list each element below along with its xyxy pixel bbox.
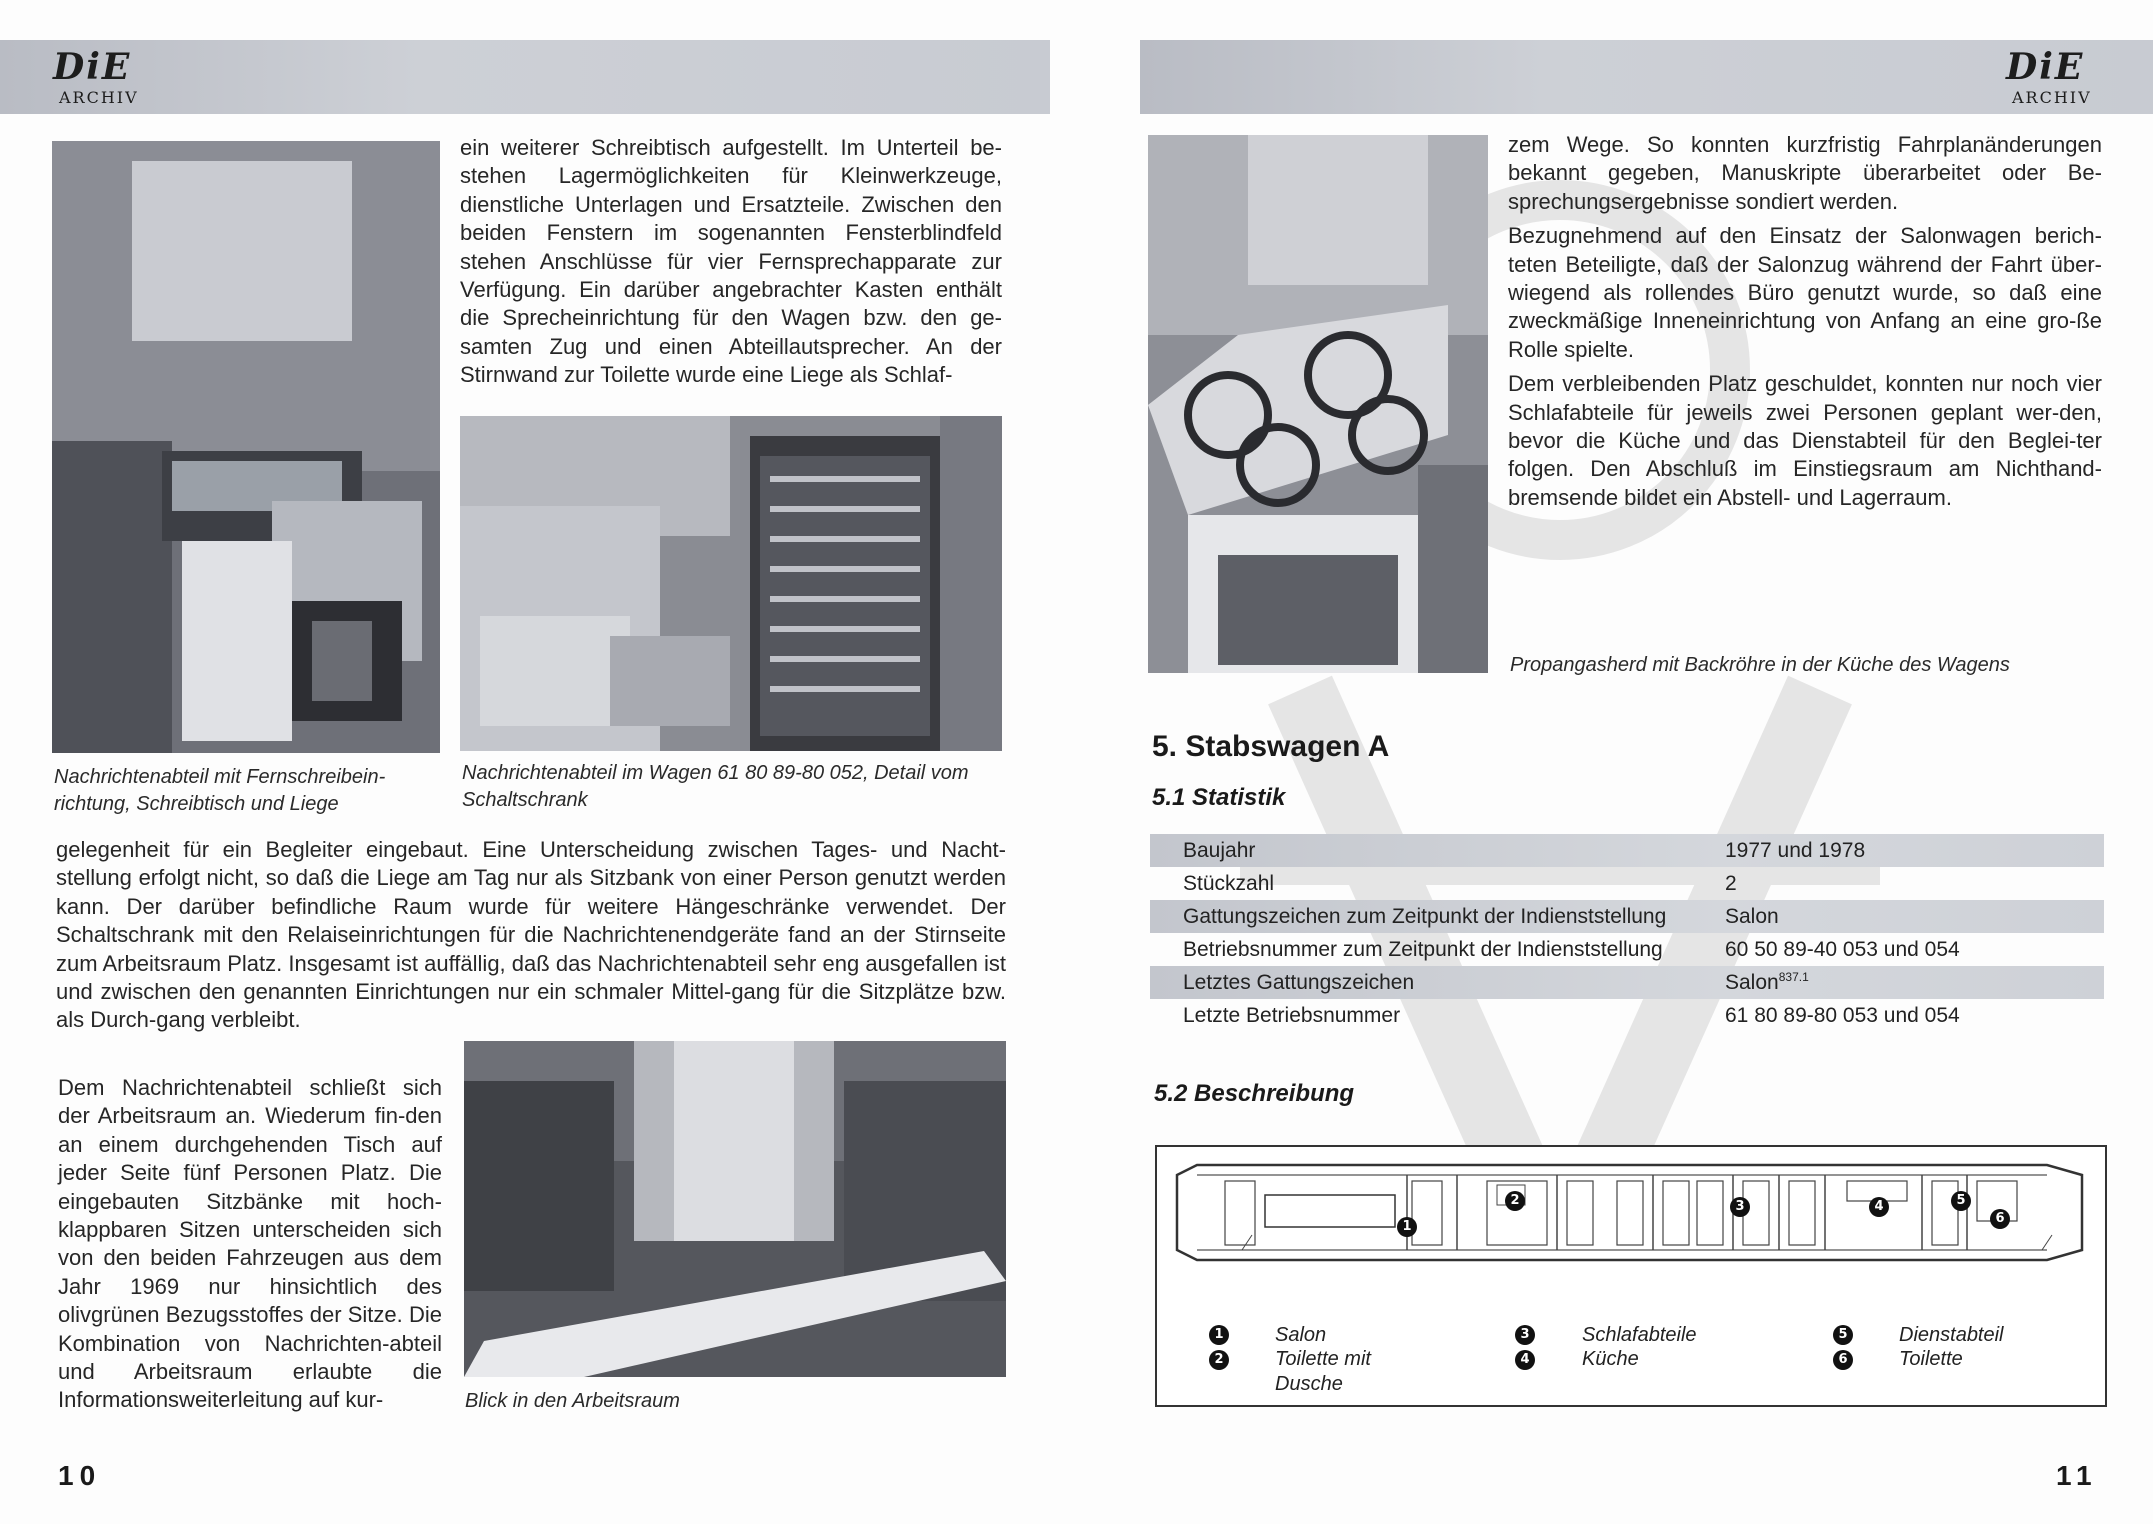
section-title: 5. Stabswagen A xyxy=(1152,730,1390,763)
table-cell-value: 60 50 89-40 053 und 054 xyxy=(1725,937,1960,961)
left-col2-paragraph xyxy=(460,134,1002,390)
caption-photo-nachrichtenabteil xyxy=(54,764,434,818)
table-cell-key: Baujahr xyxy=(1183,838,1256,862)
table-cell-key: Letztes Gattungszeichen xyxy=(1183,970,1415,994)
subsection-beschreibung: 5.2 Beschreibung xyxy=(1154,1080,1355,1107)
table-cell-value: Salon xyxy=(1725,971,1779,994)
table-cell-value-wrap xyxy=(1725,966,2104,999)
legend-marker: 4 xyxy=(1515,1350,1535,1370)
caption-text: Propangasherd mit Backröhre in der Küche des Wagens xyxy=(1510,654,2010,676)
left-full-paragraph xyxy=(56,836,1006,1035)
table-cell-key: Betriebsnummer zum Zeitpunkt der Indienststellung xyxy=(1183,937,1663,961)
plan-marker-4: 4 xyxy=(1869,1197,1889,1217)
page-number-right: 11 xyxy=(2056,1460,2098,1491)
legend-label: Schlafabteile xyxy=(1582,1324,1697,1346)
plan-marker-5: 5 xyxy=(1951,1191,1971,1211)
page-number-left: 10 xyxy=(58,1460,102,1491)
subsection-statistik: 5.1 Statistik xyxy=(1152,784,1286,811)
caption-text: Nachrichtenabteil mit Fernschreibein-richtung, Schreibtisch und Liege xyxy=(54,766,386,815)
table-row xyxy=(1150,834,2104,867)
logo-right xyxy=(1998,46,2098,110)
paragraph: gelegenheit für ein Begleiter eingebaut. Eine Unterscheidung zwischen Tages- und Nacht-stellung erfolgt nicht, so daß die Liege am Tag nur als Sitzbank von einer Person genutzt werden kann. Der darüber befindliche Raum wurde für weitere Hängeschränke verwendet. Der Schaltschrank mit den Relaiseinrichtungen für die Nachrichtenendgeräte fand an der Stirnseite zum Arbeitsraum Platz. Insgesamt ist auffällig, daß das Nachrichtenabteil sehr eng ausgefallen ist und zwischen den genannten Einrichtungen nur ein schmaler Mittel-gang für die Sitzplätze bzw. als Durch-gang verbleibt. xyxy=(56,837,1006,1033)
legend-marker: 6 xyxy=(1833,1350,1853,1370)
photo-arbeitsraum xyxy=(464,1041,1006,1377)
logo-sub: ARCHIV xyxy=(2012,88,2092,107)
legend-marker: 5 xyxy=(1833,1325,1853,1345)
caption-photo-schaltschrank xyxy=(462,760,982,814)
paragraph: Dem verbleibenden Platz geschuldet, konnten nur noch vier Schlafabteile für jeweils zwei Personen geplant wer-den, bevor die Küche und das Dienstabteil für den Beglei-ter folgen. Den Abschluß im Einstiegsraum am Nichthand-bremsende bildet ein Abstell- und Lagerraum. xyxy=(1508,371,2102,510)
table-cell-key: Gattungszeichen zum Zeitpunkt der Indienststellung xyxy=(1183,904,1667,928)
legend-label: Toilette mit Dusche xyxy=(1275,1348,1371,1395)
header-bar-left xyxy=(0,40,1050,114)
plan-marker-3: 3 xyxy=(1730,1197,1750,1217)
paragraph: Dem Nachrichtenabteil schließt sich der Arbeitsraum an. Wiederum fin-den an einem durchgehenden Tisch auf jeder Seite fünf Personen Platz. Die eingebauten Sitzbänke mit hoch-klappbaren Sitzen unterscheiden sich von den beiden Fahrzeugen aus dem Jahr 1969 nur hinsichtlich des olivgrünen Bezugsstoffes der Sitze. Die Kombination von Nachrichten-abteil und Arbeitsraum erlaubte die Informationsweiterleitung auf kur- xyxy=(58,1075,442,1413)
plan-marker-2: 2 xyxy=(1505,1191,1525,1211)
legend-label: Toilette xyxy=(1899,1348,1963,1370)
right-col-text xyxy=(1508,131,2102,512)
plan-marker-1: 1 xyxy=(1397,1217,1417,1237)
table-cell-value: Salon xyxy=(1725,904,1779,928)
legend-marker: 3 xyxy=(1515,1325,1535,1345)
paragraph: Bezugnehmend auf den Einsatz der Salonwagen berich-teten Beteiligte, daß der Salonzug während der Fahrt über-wiegend als rollendes Büro genutzt wurde, so daß eine zweckmäßige Inneneinrichtung von Anfang an eine gro-ße Rolle spielte. xyxy=(1508,223,2102,362)
photo-nachrichtenabteil xyxy=(52,141,440,753)
plan-marker-6: 6 xyxy=(1990,1209,2010,1229)
logo-mark: DiE xyxy=(53,46,132,88)
floor-plan-diagram xyxy=(1157,1155,2105,1275)
legend-label: Küche xyxy=(1582,1348,1639,1370)
statistics-table xyxy=(1150,834,2104,1032)
paragraph: zem Wege. So konnten kurzfristig Fahrplanänderungen bekannt gegeben, Manuskripte überarbeitet oder Be-sprechungsergebnisse sondiert werden. xyxy=(1508,132,2102,214)
logo-sub: ARCHIV xyxy=(59,88,139,107)
table-cell-value: 2 xyxy=(1725,871,1737,895)
legend-marker: 2 xyxy=(1209,1350,1229,1370)
paragraph: ein weiterer Schreibtisch aufgestellt. Im Unterteil be-stehen Lagermöglichkeiten für Kleinwerkzeuge, dienstliche Unterlagen und Ersatzteile. Zwischen den beiden Fenstern im sogenannten Fensterblindfeld stehen Anschlüsse für vier Fernsprechapparate zur Verfügung. Ein darüber angebrachter Kasten enthält die Sprecheinrichtung für den Wagen bzw. den ge-samten Zug und einen Abteillautsprecher. An der Stirnwand zur Toilette wurde eine Liege als Schlaf- xyxy=(460,135,1002,388)
caption-photo-propangasherd xyxy=(1510,652,2100,679)
caption-text: Nachrichtenabteil im Wagen 61 80 89-80 052, Detail vom Schaltschrank xyxy=(462,762,969,811)
table-cell-value: 1977 und 1978 xyxy=(1725,838,1866,862)
table-cell-key: Stückzahl xyxy=(1183,871,1275,895)
legend-label: Salon xyxy=(1275,1324,1327,1346)
logo-left xyxy=(45,46,145,110)
table-row xyxy=(1150,933,2104,966)
legend-label: Dienstabteil xyxy=(1899,1324,2004,1346)
table-row xyxy=(1150,867,2104,900)
superscript: 837.1 xyxy=(1778,970,1809,984)
table-cell-key: Letzte Betriebsnummer xyxy=(1183,1003,1401,1027)
floor-plan-box xyxy=(1155,1145,2107,1407)
table-row xyxy=(1150,966,2104,999)
table-row xyxy=(1150,999,2104,1032)
legend-marker: 1 xyxy=(1209,1325,1229,1345)
photo-schaltschrank xyxy=(460,416,1002,751)
photo-propangasherd xyxy=(1148,135,1488,673)
left-narrow-paragraph xyxy=(58,1074,442,1415)
table-cell-value: 61 80 89-80 053 und 054 xyxy=(1725,1003,1960,1027)
table-row xyxy=(1150,900,2104,933)
caption-text: Blick in den Arbeitsraum xyxy=(465,1390,680,1412)
caption-photo-arbeitsraum xyxy=(465,1388,965,1415)
logo-mark: DiE xyxy=(2006,46,2085,88)
